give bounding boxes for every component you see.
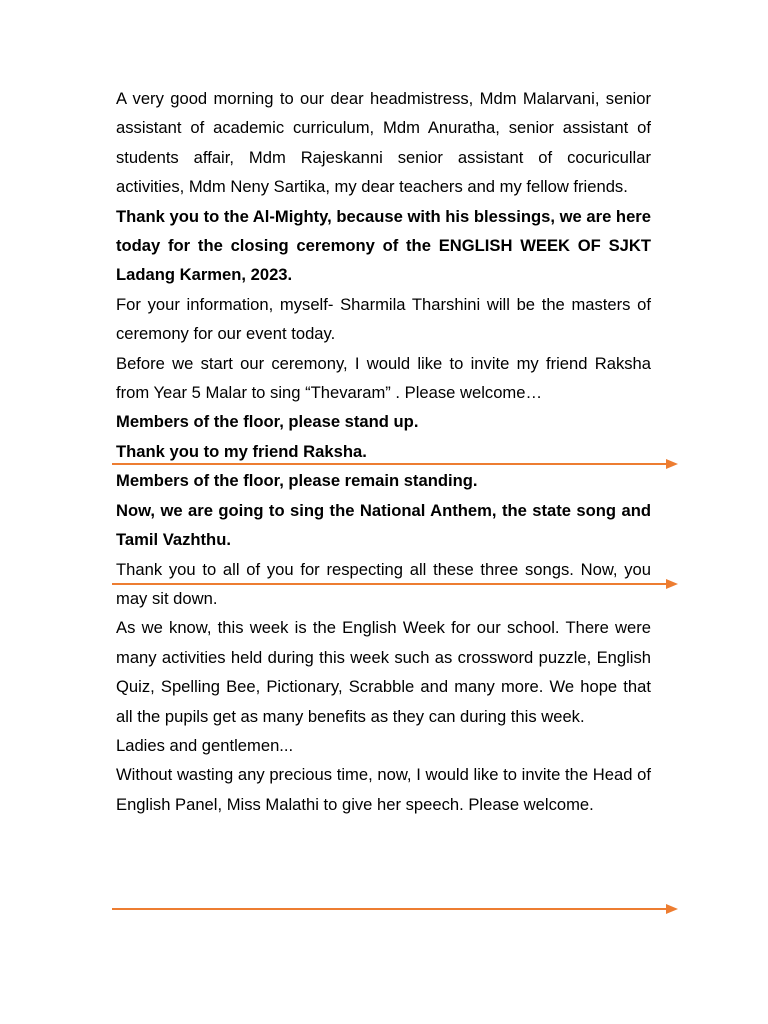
sit-down-paragraph: Thank you to all of you for respecting all these three songs. Now, you may sit down. [116,559,651,608]
thanks-almighty-paragraph: Thank you to the Al-Mighty, because with his blessings, we are here today for the closing ceremony of the ENGLISH WEEK OF SJKT Ladang Karmen, 2023. [116,206,651,285]
thank-raksha-line: Thank you to my friend Raksha. [116,441,367,461]
thevaram-invite-paragraph: Before we start our ceremony, I would like to invite my friend Raksha from Year 5 Malar to sing “Thevaram” . Please welcome… [116,353,651,403]
arrow-right-icon [112,903,678,915]
anthem-paragraph: Now, we are going to sing the National Anthem, the state song and Tamil Vazhthu. [116,500,651,550]
speech-text [116,84,651,819]
emcee-intro-paragraph: For your information, myself- Sharmila Tharshini will be the masters of ceremony for our event today. [116,294,651,344]
divider-arrow-1 [112,458,678,470]
divider-arrow-2 [112,578,678,590]
speech-invite-paragraph: Without wasting any precious time, now, I would like to invite the Head of English Panel, Miss Malathi to give her speech. Please welcome. [116,765,651,814]
arrow-right-icon [112,578,678,590]
divider-arrow-3 [112,903,678,915]
stand-up-line: Members of the floor, please stand up. [116,412,419,432]
remain-standing-line: Members of the floor, please remain standing. [116,471,478,491]
ladies-gentlemen-line: Ladies and gentlemen... [116,735,294,755]
arrow-right-icon [112,458,678,470]
english-week-paragraph: As we know, this week is the English Week for our school. There were many activities held during this week such as crossword puzzle, English Quiz, Spelling Bee, Pictionary, Scrabble and many more. We hope that all the pupils get as many benefits as they can during this week. [116,618,651,726]
greeting-paragraph: A very good morning to our dear headmistress, Mdm Malarvani, senior assistant of academic curriculum, Mdm Anuratha, senior assistant of students affair, Mdm Rajeskanni senior assistant of cocuricullar activities, Mdm Neny Sartika, my dear teachers and my fellow friends. [116,89,651,197]
